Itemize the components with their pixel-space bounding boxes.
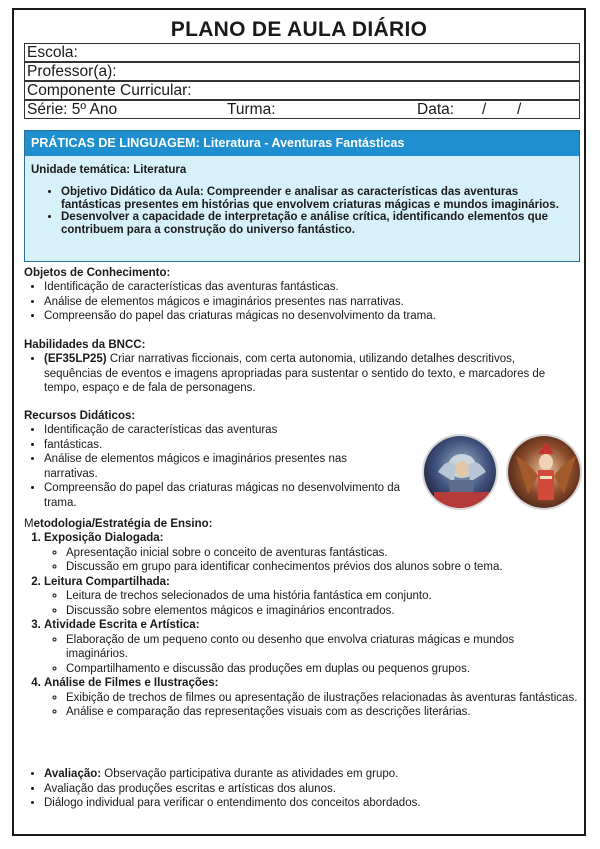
methodology-heading [24, 517, 578, 531]
method-step [44, 676, 578, 720]
knowledge-objects-section [24, 266, 574, 324]
list-item: • Análise de elementos mágicos e imaginários presentes nas narrativas. [44, 295, 574, 310]
list-item: ◦ Apresentação inicial sobre o conceito de aventuras fantásticas. [66, 546, 578, 561]
step-title: Análise de Filmes e Ilustrações: [44, 677, 219, 689]
list-item: • Identificação de características das aventuras fantásticas. [44, 280, 574, 295]
evaluation-label: Avaliação: [44, 768, 102, 780]
grade-label: Série: 5º Ano [27, 101, 118, 118]
objectives-list [31, 186, 571, 236]
list-item: ◦ Análise e comparação das representações visuais com as descrições literárias. [66, 705, 578, 720]
bncc-section [24, 338, 572, 396]
subject-label: Componente Curricular: [27, 82, 192, 99]
list-item: • Identificação de características das aventuras [44, 423, 414, 438]
step-title: Exposição Dialogada: [44, 532, 164, 544]
method-step [44, 575, 578, 619]
school-field[interactable] [24, 43, 580, 62]
objectives-box [24, 130, 580, 262]
list-item [44, 767, 574, 782]
subject-field[interactable] [24, 81, 580, 100]
objective-item: • Desenvolver a capacidade de interpretação e análise crítica, identificando elementos que contribuem para a construção do universo fantástico. [61, 211, 571, 236]
list-item: • fantásticas. [44, 438, 414, 453]
methodology-heading-rest: etodologia/Estratégia de Ensino: [33, 518, 213, 530]
page-title: PLANO DE AULA DIÁRIO [170, 18, 428, 41]
teacher-field[interactable] [24, 62, 580, 81]
list-item: ◦ Leitura de trechos selecionados de uma história fantástica em conjunto. [66, 589, 578, 604]
thematic-unit: Unidade temática: Literatura [31, 164, 187, 176]
methodology-steps [24, 531, 578, 720]
teacher-label: Professor(a): [27, 63, 117, 80]
list-item: ◦ Elaboração de um pequeno conto ou desenho que envolva criaturas mágicas e mundos imaginários. [66, 633, 578, 662]
date-label[interactable]: Data: [417, 101, 455, 118]
list-item: ◦ Discussão sobre elementos mágicos e imaginários encontrados. [66, 604, 578, 619]
objective-item: • Objetivo Didático da Aula: Compreender e analisar as características das aventuras fantásticas presentes em histórias que envolvem criaturas mágicas e mundos imaginários. [61, 186, 571, 211]
step-title: Atividade Escrita e Artística: [44, 619, 200, 631]
date-slash-1: / [482, 101, 487, 118]
method-step [44, 618, 578, 676]
list-item: • Análise de elementos mágicos e imaginários presentes nas narrativas. [44, 452, 414, 481]
list-item: ◦ Exibição de trechos de filmes ou apresentação de ilustrações relacionadas às aventuras fantásticas. [66, 691, 578, 706]
class-label[interactable]: Turma: [227, 101, 276, 118]
practices-heading: PRÁTICAS DE LINGUAGEM: Literatura - Aventuras Fantásticas [25, 131, 579, 156]
step-title: Leitura Compartilhada: [44, 575, 170, 588]
evaluation-text: Observação participativa durante as atividades em grupo. [101, 768, 399, 780]
fantasy-character-image-1 [422, 434, 498, 510]
list-item: ◦ Discussão em grupo para identificar conhecimentos prévios dos alunos sobre o tema. [66, 560, 578, 575]
methodology-section [24, 517, 578, 720]
list-item: ◦ Compartilhamento e discussão das produções em duplas ou pequenos grupos. [66, 662, 578, 677]
methodology-heading-initial: M [24, 518, 34, 530]
list-item: • Compreensão do papel das criaturas mágicas no desenvolvimento da trama. [44, 481, 414, 510]
bncc-heading: Habilidades da BNCC: [24, 339, 146, 351]
method-step [44, 531, 578, 575]
list-item [44, 352, 572, 396]
school-label: Escola: [27, 44, 78, 61]
resources-section [24, 409, 424, 510]
fantasy-character-image-2 [506, 434, 582, 510]
knowledge-objects-heading: Objetos de Conhecimento: [24, 267, 171, 279]
list-item: • Avaliação das produções escritas e artísticas dos alunos. [44, 782, 574, 797]
grade-row [24, 100, 580, 119]
bncc-code: (EF35LP25) [44, 353, 107, 365]
resources-heading: Recursos Didáticos: [24, 410, 136, 422]
bncc-text: Criar narrativas ficcionais, com certa autonomia, utilizando detalhes descritivos, sequências de eventos e imagens apropriadas para sustentar o sentido do texto, e marcadores de tempo, espaço e de fala de personagens. [44, 353, 546, 394]
evaluation-section [24, 767, 574, 811]
list-item: • Compreensão do papel das criaturas mágicas no desenvolvimento da trama. [44, 309, 574, 324]
date-slash-2: / [517, 101, 522, 118]
list-item: • Diálogo individual para verificar o entendimento dos conceitos abordados. [44, 796, 574, 811]
lesson-plan-page [12, 8, 586, 836]
